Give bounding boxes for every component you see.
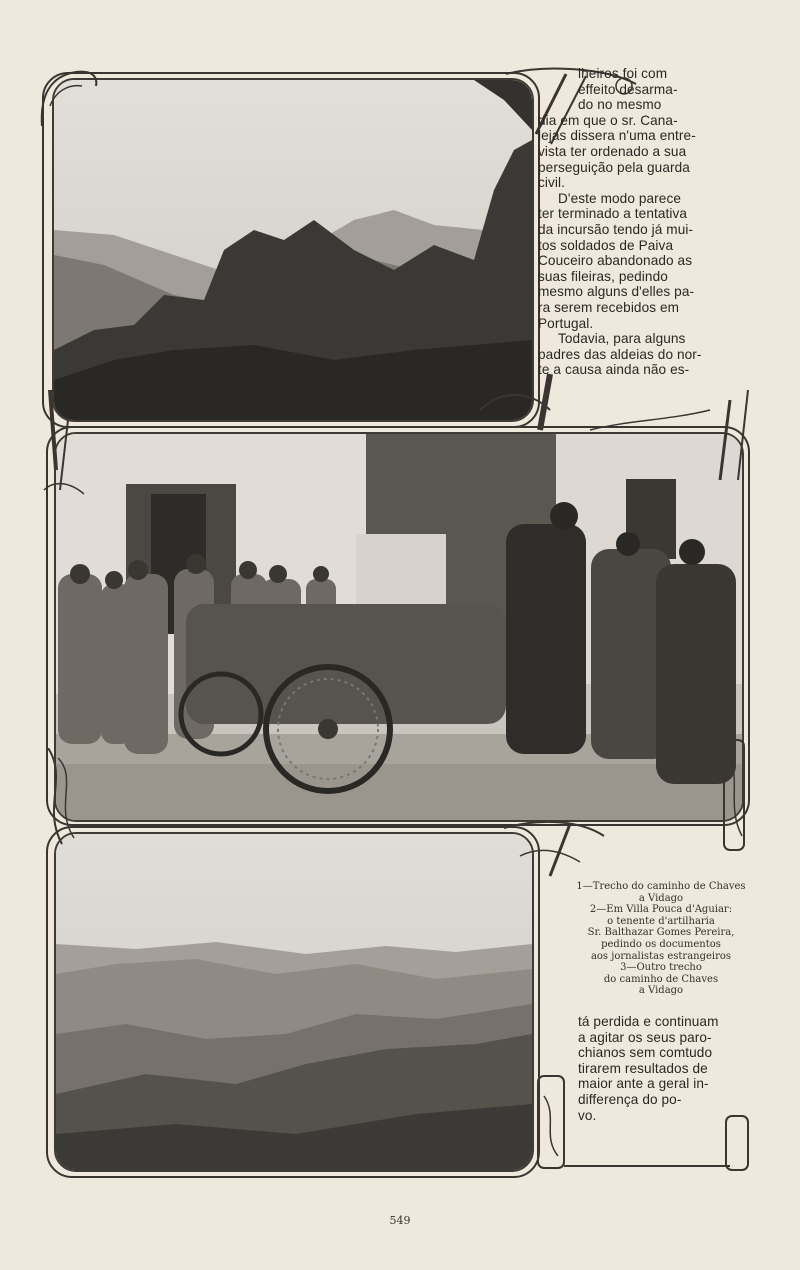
text-line: da incursão tendo já mui- [538,221,694,237]
text-line: Todavia, para alguns [558,331,686,347]
caption-line: do caminho de Chaves [603,973,719,985]
photo-1-landscape-pines [52,78,534,422]
caption-line: 2—Em Villa Pouca d'Aguiar: [589,904,733,916]
text-line: tá perdida e continuam [578,1014,719,1029]
photo-caption [556,881,766,997]
caption-line: Sr. Balthazar Gomes Pereira, [587,927,735,939]
text-line: vista ter ordenado a sua [538,143,687,159]
text-line: maior ante a geral in- [578,1076,709,1092]
ornament-left-brush [40,390,90,500]
text-line: do no mesmo [578,97,662,113]
text-line: tirarem resultados de [578,1060,708,1076]
ornament-left-lower [38,748,98,848]
paragraph-1-cont [538,113,762,191]
caption-line: a Vidago [638,985,684,997]
text-line: ter terminado a tentativa [538,206,688,222]
text-line: perseguição pela guarda [538,159,690,175]
article-text-top-wide [538,113,762,378]
page-number: 549 [389,1214,411,1227]
text-line: civil. [538,175,566,191]
text-line: tos soldados de Paiva [538,237,674,253]
text-line: lejas dissera n'uma entre- [538,128,696,144]
ornament-middle-right-brushes [470,370,760,490]
text-line: vo. [578,1107,597,1123]
text-line: chianos sem comtudo [578,1045,713,1061]
paragraph-3 [538,331,762,378]
caption-line: a Vidago [638,892,684,904]
text-line: te a causa ainda não es- [538,362,690,378]
ornament-top-left [36,66,106,136]
caption-line: 3—Outro trecho [620,962,702,974]
paragraph-1 [578,66,762,113]
caption-line: aos jornalistas estrangeiros [590,950,732,962]
text-line: ra serem recebidos em [538,299,680,315]
ornament-bottom-middle [500,816,610,886]
text-line: lheiros foi com [578,66,668,81]
text-line: differença do po- [578,1091,682,1107]
photo-3-valley-panorama [54,832,534,1172]
text-line: D'este modo parece [558,190,682,206]
caption-line: o tenente d'artilharia [607,915,715,927]
text-line: suas fileiras, pedindo [538,268,668,284]
text-line: dia em que o sr. Cana- [538,112,678,128]
text-line: Couceiro abandonado as [538,253,693,269]
paragraph-2 [538,191,762,331]
text-line: padres das aldeias do nor- [538,346,702,362]
text-line: mesmo alguns d'elles pa- [538,284,695,300]
text-line: a agitar os seus paro- [578,1029,712,1045]
ornament-right-lower [716,736,756,856]
text-line: effeito desarma- [578,81,678,97]
photo-2-automobile-soldiers [54,432,744,822]
article-text-bottom [578,1014,762,1123]
text-line: Portugal. [538,315,594,331]
article-text-top [578,66,762,113]
caption-line: 1—Trecho do caminho de Chaves [576,881,746,892]
caption-line: pedindo os documentos [601,938,721,950]
